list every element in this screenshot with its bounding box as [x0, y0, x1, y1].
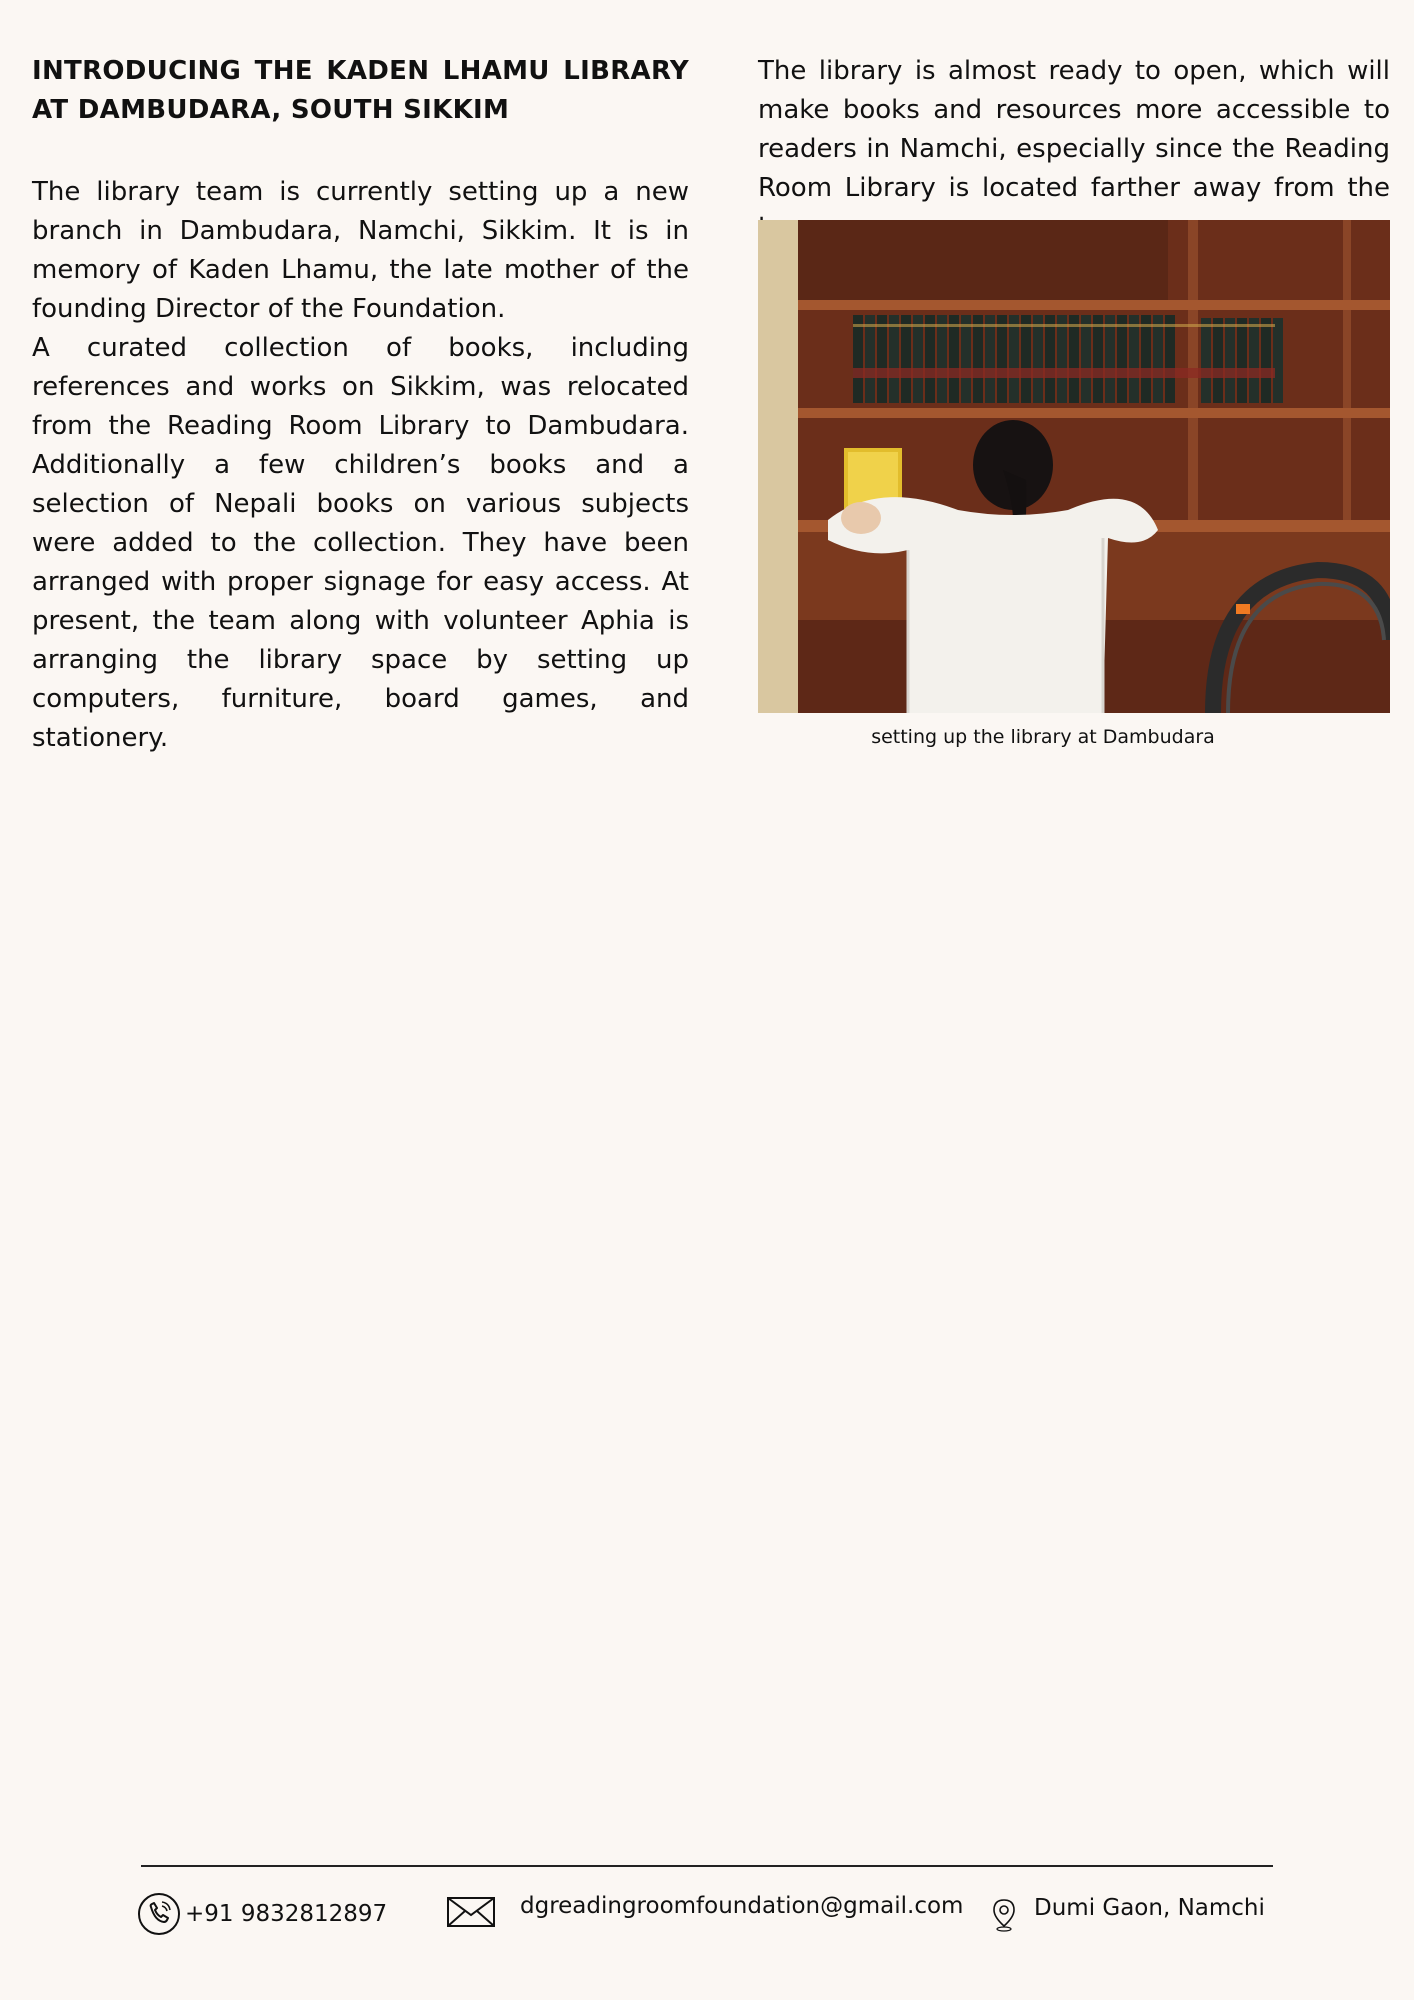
- left-column: [32, 52, 689, 758]
- right-column: [758, 52, 1390, 247]
- library-photo: [758, 220, 1390, 713]
- footer-email: [446, 1895, 963, 1929]
- article-title: INTRODUCING THE KADEN LHAMU LIBRARY AT DAMBUDARA, SOUTH SIKKIM: [32, 56, 689, 125]
- article-paragraph-3: The library is almost ready to open, which will make books and resources more accessible to readers in Namchi, especially since the Reading Room Library is located farther away from the: [758, 56, 1390, 203]
- footer-divider: [141, 1865, 1273, 1867]
- location-pin-icon: [990, 1897, 1018, 1933]
- location-text: Dumi Gaon, Namchi: [1034, 1895, 1265, 1921]
- footer-location: [990, 1897, 1265, 1933]
- mail-icon: [446, 1895, 496, 1929]
- phone-icon: [137, 1892, 181, 1936]
- article-paragraph-2: A curated collection of books, including references and works on Sikkim, was relocated from the Reading Room Library to Dambudara. Additionally a few children’s books and a selection of Nepali books on various subjects were added to the collection. They have been arranged with proper signage for easy access. At present, the team along with volunteer Aphia is arranging the library space by setting up computers, furniture, board games, and stationery.: [32, 333, 689, 753]
- email-address[interactable]: dgreadingroomfoundation@gmail.com: [520, 1893, 964, 1919]
- footer-phone: [137, 1892, 387, 1936]
- photo-caption: setting up the library at Dambudara: [871, 726, 1215, 748]
- article-paragraph-1: The library team is currently setting up a new branch in Dambudara, Namchi, Sikkim. It is in memory of Kaden Lhamu, the late mother of the founding Director of the Foundation.: [32, 177, 689, 324]
- phone-number[interactable]: +91 9832812897: [185, 1901, 388, 1927]
